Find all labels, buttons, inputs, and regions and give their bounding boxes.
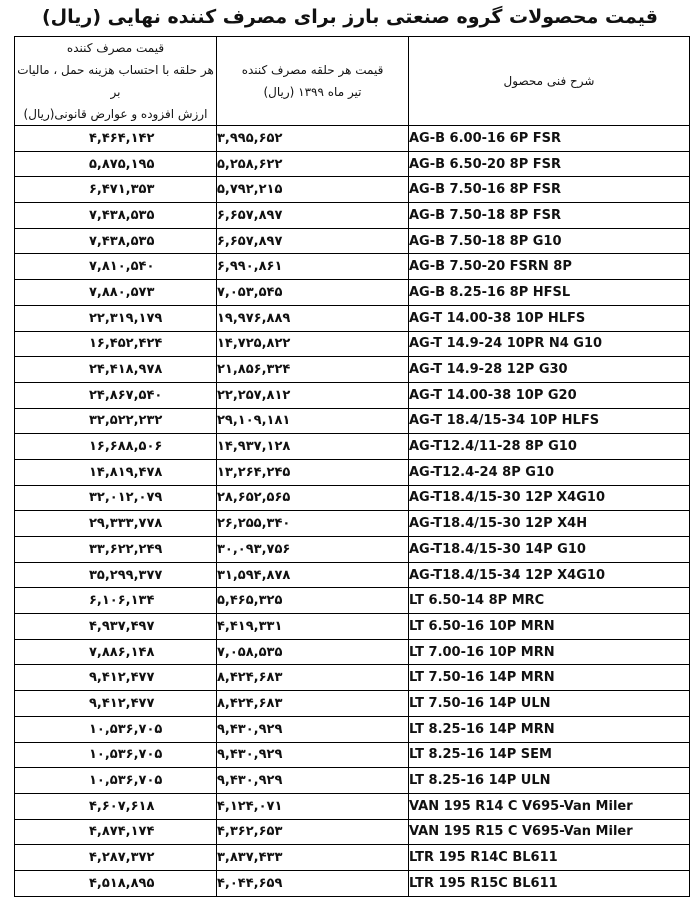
final-price-cell: ۳۲,۵۲۲,۲۳۲ <box>15 408 217 434</box>
table-row <box>15 845 690 871</box>
final-price-cell: ۴,۴۶۴,۱۴۲ <box>15 126 217 152</box>
consumer-price-cell: ۲۲,۲۵۷,۸۱۲ <box>217 382 409 408</box>
table-row <box>15 254 690 280</box>
final-price-cell: ۳۲,۰۱۲,۰۷۹ <box>15 485 217 511</box>
final-price-cell: ۹,۴۱۲,۴۷۷ <box>15 665 217 691</box>
final-price-cell: ۴,۵۱۸,۸۹۵ <box>15 870 217 896</box>
header-final-line-2: هر حلقه با احتساب هزینه حمل ، مالیات بر <box>17 63 214 99</box>
header-final-line-3: ارزش افزوده و عوارض قانونی(ریال) <box>23 107 208 121</box>
consumer-price-cell: ۹,۴۳۰,۹۲۹ <box>217 716 409 742</box>
table-row <box>15 793 690 819</box>
final-price-cell: ۹,۴۱۲,۴۷۷ <box>15 691 217 717</box>
table-row <box>15 177 690 203</box>
product-description-cell: AG-B 6.00-16 6P FSR <box>409 126 690 152</box>
product-description-cell: LT 7.50-16 14P ULN <box>409 691 690 717</box>
table-row <box>15 228 690 254</box>
consumer-price-cell: ۳,۹۹۵,۶۵۲ <box>217 126 409 152</box>
table-header-row <box>15 37 690 126</box>
header-price-line-2: تیر ماه ۱۳۹۹ (ریال) <box>263 85 362 99</box>
table-row <box>15 126 690 152</box>
consumer-price-cell: ۲۶,۲۵۵,۳۴۰ <box>217 511 409 537</box>
product-description-cell: AG-B 7.50-20 FSRN 8P <box>409 254 690 280</box>
final-price-cell: ۲۴,۴۱۸,۹۷۸ <box>15 357 217 383</box>
consumer-price-cell: ۴,۰۴۴,۶۵۹ <box>217 870 409 896</box>
consumer-price-cell: ۷,۰۵۳,۵۴۵ <box>217 280 409 306</box>
table-row <box>15 665 690 691</box>
final-price-cell: ۲۹,۳۳۳,۷۷۸ <box>15 511 217 537</box>
final-price-cell: ۱۰,۵۳۶,۷۰۵ <box>15 742 217 768</box>
table-row <box>15 588 690 614</box>
consumer-price-cell: ۱۳,۲۶۴,۲۴۵ <box>217 459 409 485</box>
final-price-cell: ۵,۸۷۵,۱۹۵ <box>15 151 217 177</box>
price-table <box>14 36 690 897</box>
table-row <box>15 434 690 460</box>
product-description-cell: LT 7.00-16 10P MRN <box>409 639 690 665</box>
product-description-cell: LT 8.25-16 14P ULN <box>409 768 690 794</box>
table-row <box>15 357 690 383</box>
product-description-cell: LTR 195 R14C BL611 <box>409 845 690 871</box>
final-price-cell: ۶,۴۷۱,۳۵۳ <box>15 177 217 203</box>
consumer-price-cell: ۴,۴۱۹,۳۳۱ <box>217 614 409 640</box>
final-price-cell: ۴,۲۸۷,۳۷۲ <box>15 845 217 871</box>
table-row <box>15 305 690 331</box>
table-row <box>15 408 690 434</box>
consumer-price-cell: ۲۹,۱۰۹,۱۸۱ <box>217 408 409 434</box>
consumer-price-cell: ۲۱,۸۵۶,۳۲۴ <box>217 357 409 383</box>
table-row <box>15 485 690 511</box>
consumer-price-cell: ۶,۶۵۷,۸۹۷ <box>217 203 409 229</box>
consumer-price-cell: ۸,۴۲۴,۶۸۳ <box>217 691 409 717</box>
consumer-price-cell: ۵,۲۵۸,۶۲۲ <box>217 151 409 177</box>
product-description-cell: AG-T 14.00-38 10P HLFS <box>409 305 690 331</box>
final-price-cell: ۴,۹۳۷,۴۹۷ <box>15 614 217 640</box>
final-price-cell: ۷,۸۸۰,۵۷۳ <box>15 280 217 306</box>
consumer-price-cell: ۳۰,۰۹۳,۷۵۶ <box>217 537 409 563</box>
product-description-cell: AG-T 18.4/15-34 10P HLFS <box>409 408 690 434</box>
consumer-price-cell: ۵,۴۶۵,۳۲۵ <box>217 588 409 614</box>
product-description-cell: LT 8.25-16 14P SEM <box>409 742 690 768</box>
consumer-price-cell: ۱۹,۹۷۶,۸۸۹ <box>217 305 409 331</box>
table-row <box>15 151 690 177</box>
final-price-cell: ۲۴,۸۶۷,۵۴۰ <box>15 382 217 408</box>
product-description-cell: AG-T 14.9-24 10PR N4 G10 <box>409 331 690 357</box>
final-price-cell: ۴,۶۰۷,۶۱۸ <box>15 793 217 819</box>
consumer-price-cell: ۸,۴۲۴,۶۸۳ <box>217 665 409 691</box>
page-title: قیمت محصولات گروه صنعتی بارز برای مصرف کننده نهایی (ریال) <box>41 6 658 28</box>
consumer-price-cell: ۷,۰۵۸,۵۳۵ <box>217 639 409 665</box>
table-row <box>15 382 690 408</box>
product-description-cell: AG-T18.4/15-34 12P X4G10 <box>409 562 690 588</box>
consumer-price-cell: ۳۱,۵۹۴,۸۷۸ <box>217 562 409 588</box>
consumer-price-cell: ۳,۸۳۷,۴۳۳ <box>217 845 409 871</box>
table-row <box>15 511 690 537</box>
consumer-price-cell: ۵,۷۹۲,۲۱۵ <box>217 177 409 203</box>
product-description-cell: AG-B 7.50-16 8P FSR <box>409 177 690 203</box>
table-row <box>15 716 690 742</box>
product-description-cell: AG-T12.4-24 8P G10 <box>409 459 690 485</box>
final-price-cell: ۷,۸۱۰,۵۴۰ <box>15 254 217 280</box>
product-description-cell: AG-B 6.50-20 8P FSR <box>409 151 690 177</box>
final-price-cell: ۴,۸۷۴,۱۷۴ <box>15 819 217 845</box>
header-price <box>217 37 409 126</box>
table-row <box>15 537 690 563</box>
table-row <box>15 819 690 845</box>
final-price-cell: ۱۴,۸۱۹,۴۷۸ <box>15 459 217 485</box>
header-price-line-1: قیمت هر حلقه مصرف کننده <box>241 63 384 77</box>
header-description: شرح فنی محصول <box>409 37 690 126</box>
table-row <box>15 742 690 768</box>
table-row <box>15 870 690 896</box>
product-description-cell: LT 6.50-14 8P MRC <box>409 588 690 614</box>
product-description-cell: LT 7.50-16 14P MRN <box>409 665 690 691</box>
consumer-price-cell: ۲۸,۶۵۲,۵۶۵ <box>217 485 409 511</box>
product-description-cell: AG-B 7.50-18 8P G10 <box>409 228 690 254</box>
product-description-cell: AG-T12.4/11-28 8P G10 <box>409 434 690 460</box>
table-row <box>15 614 690 640</box>
table-row <box>15 639 690 665</box>
header-final-line-1: قیمت مصرف کننده <box>66 41 165 55</box>
product-description-cell: AG-T 14.00-38 10P G20 <box>409 382 690 408</box>
table-row <box>15 691 690 717</box>
consumer-price-cell: ۴,۱۲۴,۰۷۱ <box>217 793 409 819</box>
table-row <box>15 562 690 588</box>
consumer-price-cell: ۹,۴۳۰,۹۲۹ <box>217 768 409 794</box>
final-price-cell: ۳۵,۲۹۹,۳۷۷ <box>15 562 217 588</box>
product-description-cell: AG-B 8.25-16 8P HFSL <box>409 280 690 306</box>
final-price-cell: ۱۶,۴۵۲,۴۲۴ <box>15 331 217 357</box>
final-price-cell: ۲۲,۳۱۹,۱۷۹ <box>15 305 217 331</box>
product-description-cell: VAN 195 R14 C V695-Van Miler <box>409 793 690 819</box>
product-description-cell: AG-T18.4/15-30 12P X4G10 <box>409 485 690 511</box>
final-price-cell: ۷,۴۳۸,۵۳۵ <box>15 228 217 254</box>
final-price-cell: ۳۳,۶۲۲,۲۴۹ <box>15 537 217 563</box>
final-price-cell: ۱۰,۵۳۶,۷۰۵ <box>15 716 217 742</box>
header-final-price <box>15 37 217 126</box>
final-price-cell: ۷,۸۸۶,۱۴۸ <box>15 639 217 665</box>
final-price-cell: ۷,۴۳۸,۵۳۵ <box>15 203 217 229</box>
table-row <box>15 280 690 306</box>
table-row <box>15 768 690 794</box>
product-description-cell: LT 6.50-16 10P MRN <box>409 614 690 640</box>
consumer-price-cell: ۴,۳۶۲,۶۵۳ <box>217 819 409 845</box>
final-price-cell: ۱۶,۶۸۸,۵۰۶ <box>15 434 217 460</box>
product-description-cell: AG-T 14.9-28 12P G30 <box>409 357 690 383</box>
final-price-cell: ۱۰,۵۳۶,۷۰۵ <box>15 768 217 794</box>
table-row <box>15 459 690 485</box>
final-price-cell: ۶,۱۰۶,۱۳۴ <box>15 588 217 614</box>
table-row <box>15 331 690 357</box>
product-description-cell: VAN 195 R15 C V695-Van Miler <box>409 819 690 845</box>
product-description-cell: LTR 195 R15C BL611 <box>409 870 690 896</box>
consumer-price-cell: ۱۴,۷۲۵,۸۲۲ <box>217 331 409 357</box>
product-description-cell: AG-T18.4/15-30 14P G10 <box>409 537 690 563</box>
consumer-price-cell: ۶,۶۵۷,۸۹۷ <box>217 228 409 254</box>
consumer-price-cell: ۱۴,۹۳۷,۱۲۸ <box>217 434 409 460</box>
product-description-cell: AG-T18.4/15-30 12P X4H <box>409 511 690 537</box>
consumer-price-cell: ۹,۴۳۰,۹۲۹ <box>217 742 409 768</box>
product-description-cell: AG-B 7.50-18 8P FSR <box>409 203 690 229</box>
product-description-cell: LT 8.25-16 14P MRN <box>409 716 690 742</box>
consumer-price-cell: ۶,۹۹۰,۸۶۱ <box>217 254 409 280</box>
table-row <box>15 203 690 229</box>
